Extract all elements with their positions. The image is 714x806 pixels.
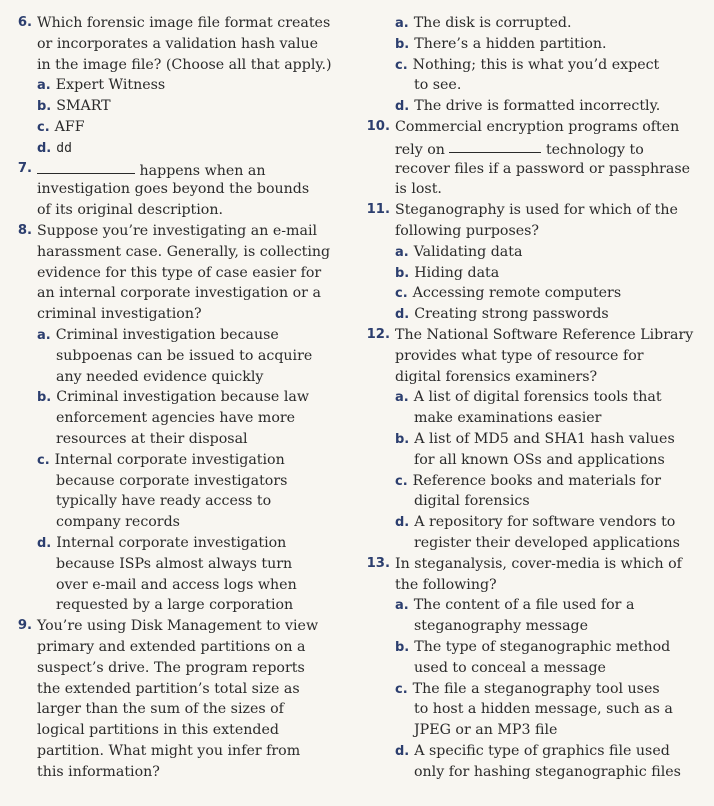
option-12a-cont: make examinations easier [414,410,602,427]
option-8a-cont: subpoenas can be issued to acquire [56,347,313,364]
question-7-line: investigation goes beyond the bounds [37,181,310,198]
option-6d: d. dd [37,140,72,156]
option-8b: b. Criminal investigation because law [37,389,309,406]
option-11a: a. Validating data [395,243,523,260]
option-9b: b. There’s a hidden partition. [395,35,607,52]
option-8d-cont: requested by a large corporation [56,597,294,614]
question-7-line: 7. happens when an [17,160,266,179]
question-9-line: logical partitions in this extended [37,722,279,739]
question-9-line: suspect’s drive. The program reports [37,659,305,676]
option-13d-cont: only for hashing steganographic files [414,763,681,780]
question-13-line: 13. In steganalysis, cover-media is which of [350,554,710,575]
question-12-line: provides what type of resource for [395,347,644,364]
option-13b: b. The type of steganographic method [395,638,671,655]
question-8-line: 8. Suppose you’re investigating an e-mail [0,221,340,242]
question-9-line: larger than the sum of the sizes of [37,701,284,718]
option-12d: d. A repository for software vendors to [395,514,676,531]
question-9-line: the extended partition’s total size as [37,680,300,697]
option-9c-cont: to see. [414,77,462,94]
option-8b-cont: enforcement agencies have more [56,410,296,427]
option-13b-cont: used to conceal a message [414,659,606,676]
question-6-line: or incorporates a validation hash value [37,35,319,52]
option-11d: d. Creating strong passwords [395,306,609,323]
option-12d-cont: register their developed applications [414,534,680,551]
option-13a-cont: steganography message [414,618,589,635]
question-10-line: rely on technology to [350,138,710,159]
option-8c-cont: because corporate investigators [56,472,288,489]
question-number: 12. [366,326,390,342]
option-13c-cont: to host a hidden message, such as a [414,701,673,718]
option-13a: a. The content of a file used for a [395,597,635,614]
option-8d-cont: over e-mail and access logs when [56,576,297,593]
question-11-line: following purposes? [395,222,540,239]
option-12a: a. A list of digital forensics tools that [395,389,662,406]
question-8-line: an internal corporate investigation or a [37,285,321,302]
question-8-line: criminal investigation? [37,306,202,323]
option-13c-cont: JPEG or an MP3 file [414,722,558,739]
option-8c: c. Internal corporate investigation [37,451,285,468]
question-10-line: recover files if a password or passphrase [395,160,691,177]
question-number: 6. [17,15,32,30]
question-number: 8. [17,222,32,238]
option-9d: d. The drive is formatted incorrectly. [395,98,661,115]
option-9a: a. The disk is corrupted. [395,15,572,31]
question-number: 9. [17,618,32,634]
question-9-line: partition. What might you infer from [37,742,301,759]
question-number: 7. [17,160,32,176]
fill-in-blank [37,159,135,174]
question-11-line: 11. Steganography is used for which of the [350,200,710,221]
question-8-line: evidence for this type of case easier for [37,264,322,281]
question-7-line: of its original description. [37,202,223,219]
question-10-line: is lost. [395,181,442,198]
option-13c: c. The file a steganography tool uses [395,680,660,697]
option-8c-cont: typically have ready access to [56,493,272,510]
option-12c-cont: digital forensics [414,493,530,510]
question-number: 13. [366,555,390,571]
option-12b-cont: for all known OSs and applications [414,451,665,468]
option-12b: b. A list of MD5 and SHA1 hash values [395,430,675,447]
question-6-line: in the image file? (Choose all that apply.) [37,56,332,73]
option-6c: c. AFF [37,118,85,135]
option-11c: c. Accessing remote computers [395,285,622,302]
question-10-line: 10. Commercial encryption programs often [350,117,710,138]
question-13-line: the following? [395,576,497,593]
option-8a-cont: any needed evidence quickly [56,368,264,385]
option-9c: c. Nothing; this is what you’d expect [395,56,660,73]
question-number: 10. [366,118,390,134]
option-6a: a. Expert Witness [37,77,166,94]
option-8d: d. Internal corporate investigation [37,534,287,551]
option-11b: b. Hiding data [395,264,500,281]
question-9-line: primary and extended partitions on a [37,638,306,655]
left-column [0,13,340,782]
option-6b: b. SMART [37,98,111,115]
option-8c-cont: company records [56,514,180,531]
option-8d-cont: because ISPs almost always turn [56,555,293,572]
question-9-line: 9. You’re using Disk Management to view [0,616,340,637]
option-8a: a. Criminal investigation because [37,326,279,343]
question-8-line: harassment case. Generally, is collecting [37,243,331,260]
right-column [350,13,710,782]
question-12-line: 12. The National Software Reference Library [350,325,710,346]
question-number: 11. [366,202,390,218]
fill-in-blank [449,138,541,153]
option-12c: c. Reference books and materials for [395,472,661,489]
option-13d: d. A specific type of graphics file used [395,742,670,759]
question-9-line: this information? [37,763,160,780]
option-8b-cont: resources at their disposal [56,430,248,447]
question-6-line: 6. Which forensic image file format creates [0,13,340,34]
question-12-line: digital forensics examiners? [395,368,598,385]
